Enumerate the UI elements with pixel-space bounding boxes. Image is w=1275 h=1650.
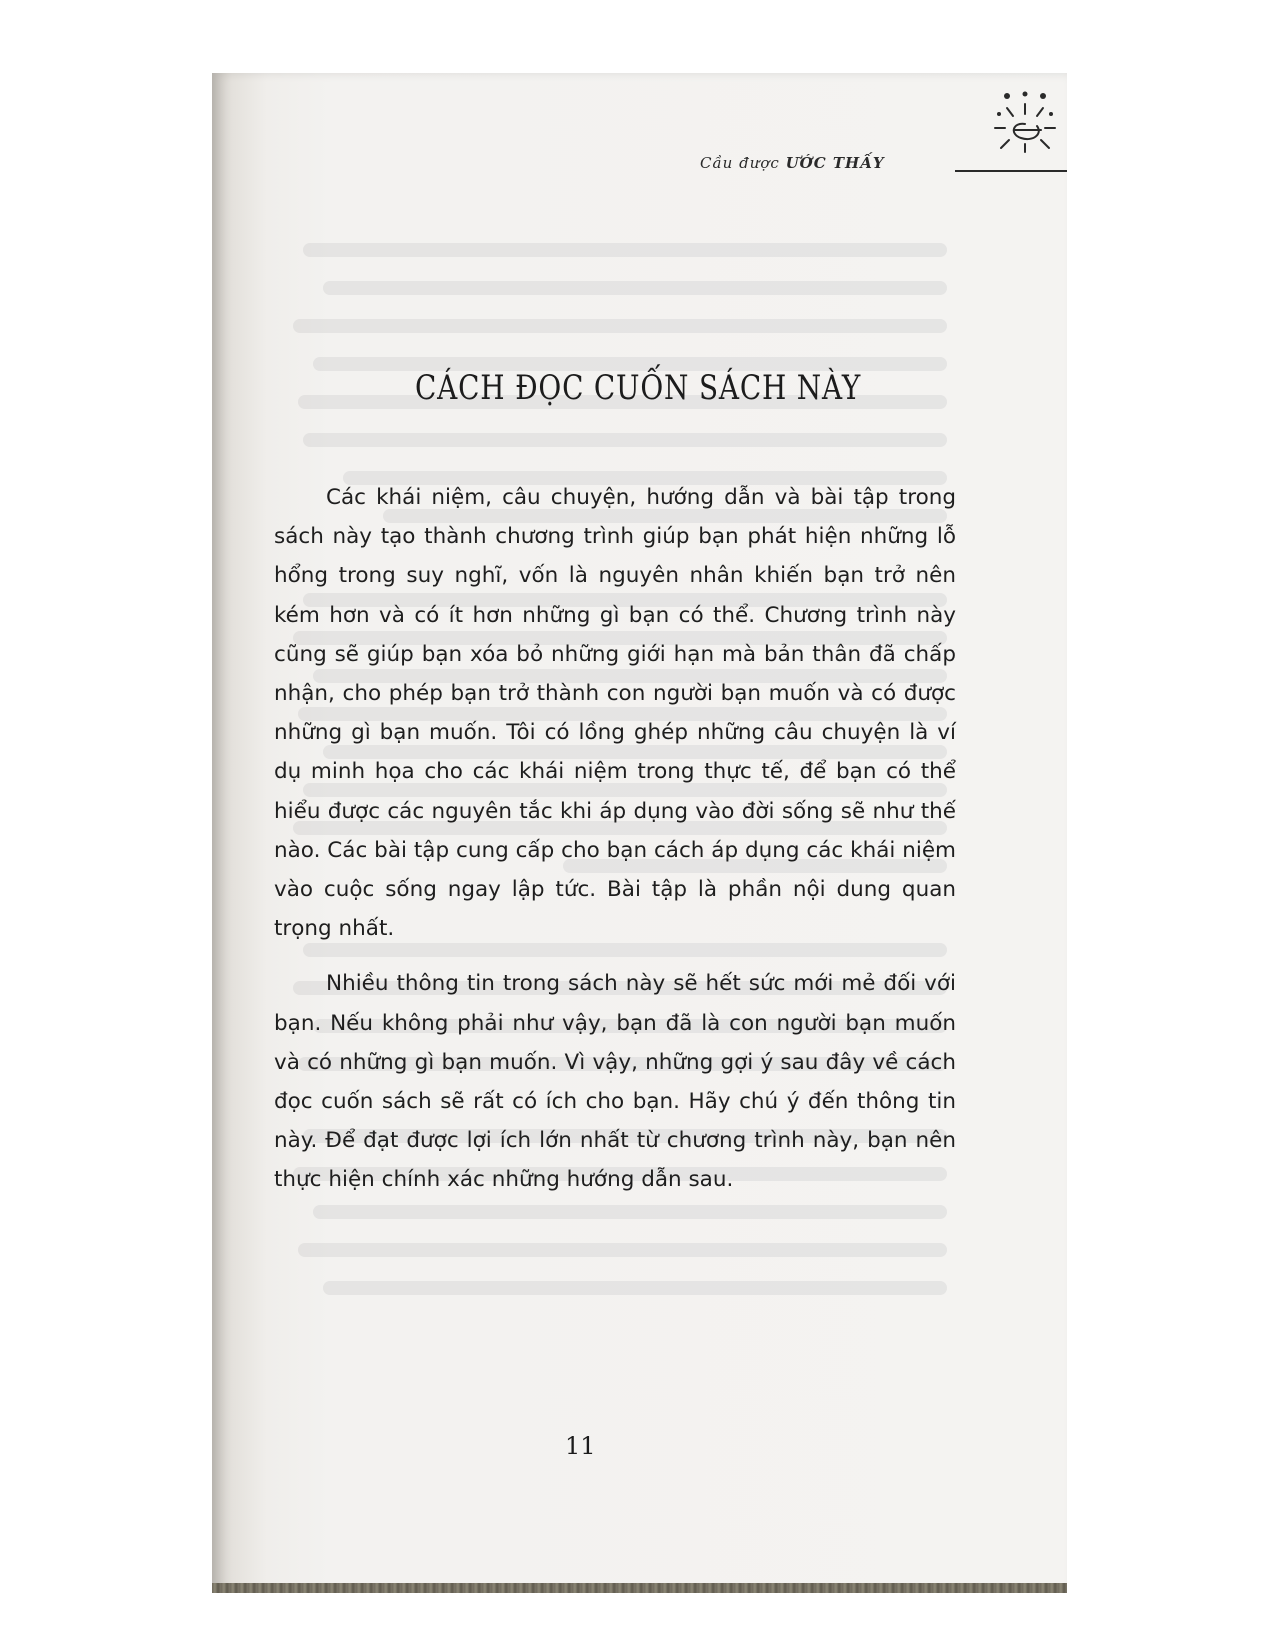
running-header-emphasis: ƯỚC THẤY (785, 154, 885, 172)
page-bottom-edge (212, 1583, 1067, 1593)
chapter-title: CÁCH ĐỌC CUỐN SÁCH NÀY (415, 368, 862, 408)
running-header (700, 154, 885, 172)
page-number: 11 (565, 1432, 596, 1460)
sun-swirl-logo-icon (985, 84, 1065, 154)
body-text (274, 478, 956, 1216)
paragraph-2: Nhiều thông tin trong sách này sẽ hết sức mới mẻ đối với bạn. Nếu không phải như vậy, bạn đã là con người bạn muốn và có những gì bạn muốn. Vì vậy, những gợi ý sau đây về cách đọc cuốn sách sẽ rất có ích cho bạn. Hãy chú ý đến thông tin này. Để đạt được lợi ích lớn nhất từ chương trình này, bạn nên thực hiện chính xác những hướng dẫn sau. (274, 971, 956, 1193)
paragraph-1: Các khái niệm, câu chuyện, hướng dẫn và bài tập trong sách này tạo thành chương trình giúp bạn phát hiện những lỗ hổng trong suy nghĩ, vốn là nguyên nhân khiến bạn trở nên kém hơn và có ít hơn những gì bạn có thể. Chương trình này cũng sẽ giúp bạn xóa bỏ những giới hạn mà bản thân đã chấp nhận, cho phép bạn trở thành con người bạn muốn và có được những gì bạn muốn. Tôi có lồng ghép những câu chuyện là ví dụ minh họa cho các khái niệm trong thực tế, để bạn có thể hiểu được các nguyên tắc khi áp dụng vào đời sống sẽ như thế nào. Các bài tập cung cấp cho bạn cách áp dụng các khái niệm vào cuộc sống ngay lập tức. Bài tập là phần nội dung quan trọng nhất. (274, 485, 956, 942)
running-header-prefix: Cầu được (700, 154, 780, 172)
header-rule (955, 170, 1067, 172)
